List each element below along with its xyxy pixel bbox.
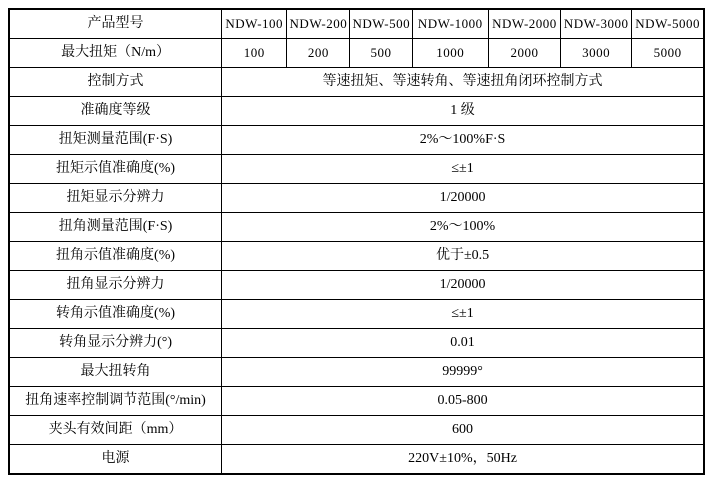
row-label-product-model: 产品型号 — [9, 9, 222, 39]
table-row-max-twist-angle — [9, 358, 704, 387]
row-value: 0.05-800 — [222, 387, 704, 416]
table-row-rotation-resolution — [9, 329, 704, 358]
row-label: 扭矩测量范围(F·S) — [9, 126, 222, 155]
torque-value-cell: 5000 — [632, 39, 704, 68]
row-label: 扭角测量范围(F·S) — [9, 213, 222, 242]
table-row-control-mode — [9, 68, 704, 97]
model-cell: NDW-1000 — [412, 9, 488, 39]
row-label: 扭矩显示分辨力 — [9, 184, 222, 213]
table-row-torque-resolution — [9, 184, 704, 213]
row-label: 转角显示分辨力(°) — [9, 329, 222, 358]
table-row-chuck-spacing — [9, 416, 704, 445]
row-label: 扭角速率控制调节范围(°/min) — [9, 387, 222, 416]
row-value: 99999° — [222, 358, 704, 387]
row-value: 优于±0.5 — [222, 242, 704, 271]
row-value: 1 级 — [222, 97, 704, 126]
row-label: 扭角示值准确度(%) — [9, 242, 222, 271]
torque-value-cell: 3000 — [561, 39, 632, 68]
row-label: 扭角显示分辨力 — [9, 271, 222, 300]
model-cell: NDW-3000 — [561, 9, 632, 39]
row-label-max-torque: 最大扭矩（N/m） — [9, 39, 222, 68]
row-label: 转角示值准确度(%) — [9, 300, 222, 329]
table-row-speed-control-range — [9, 387, 704, 416]
table-row-product-model — [9, 9, 704, 39]
row-label: 最大扭转角 — [9, 358, 222, 387]
table-row-torque-range — [9, 126, 704, 155]
row-label: 扭矩示值准确度(%) — [9, 155, 222, 184]
row-label: 电源 — [9, 445, 222, 475]
row-label: 准确度等级 — [9, 97, 222, 126]
torque-value-cell: 2000 — [488, 39, 560, 68]
table-row-rotation-accuracy — [9, 300, 704, 329]
row-value: 2%～100% — [222, 213, 704, 242]
torque-value-cell: 500 — [350, 39, 412, 68]
row-value: ≤±1 — [222, 155, 704, 184]
table-row-twist-angle-accuracy — [9, 242, 704, 271]
model-cell: NDW-2000 — [488, 9, 560, 39]
model-cell: NDW-100 — [222, 9, 287, 39]
row-value: 220V±10%，50Hz — [222, 445, 704, 475]
product-spec-table — [8, 8, 705, 475]
row-value: ≤±1 — [222, 300, 704, 329]
row-value: 2%～100%F·S — [222, 126, 704, 155]
model-cell: NDW-200 — [287, 9, 350, 39]
row-label: 夹头有效间距（mm） — [9, 416, 222, 445]
torque-value-cell: 200 — [287, 39, 350, 68]
table-row-accuracy-class — [9, 97, 704, 126]
table-row-twist-angle-resolution — [9, 271, 704, 300]
row-value: 等速扭矩、等速转角、等速扭角闭环控制方式 — [222, 68, 704, 97]
torque-value-cell: 1000 — [412, 39, 488, 68]
row-value: 1/20000 — [222, 271, 704, 300]
model-cell: NDW-5000 — [632, 9, 704, 39]
row-label: 控制方式 — [9, 68, 222, 97]
row-value: 0.01 — [222, 329, 704, 358]
model-cell: NDW-500 — [350, 9, 412, 39]
table-row-twist-angle-range — [9, 213, 704, 242]
table-row-torque-accuracy — [9, 155, 704, 184]
table-row-max-torque — [9, 39, 704, 68]
torque-value-cell: 100 — [222, 39, 287, 68]
table-row-power-supply — [9, 445, 704, 475]
row-value: 1/20000 — [222, 184, 704, 213]
row-value: 600 — [222, 416, 704, 445]
